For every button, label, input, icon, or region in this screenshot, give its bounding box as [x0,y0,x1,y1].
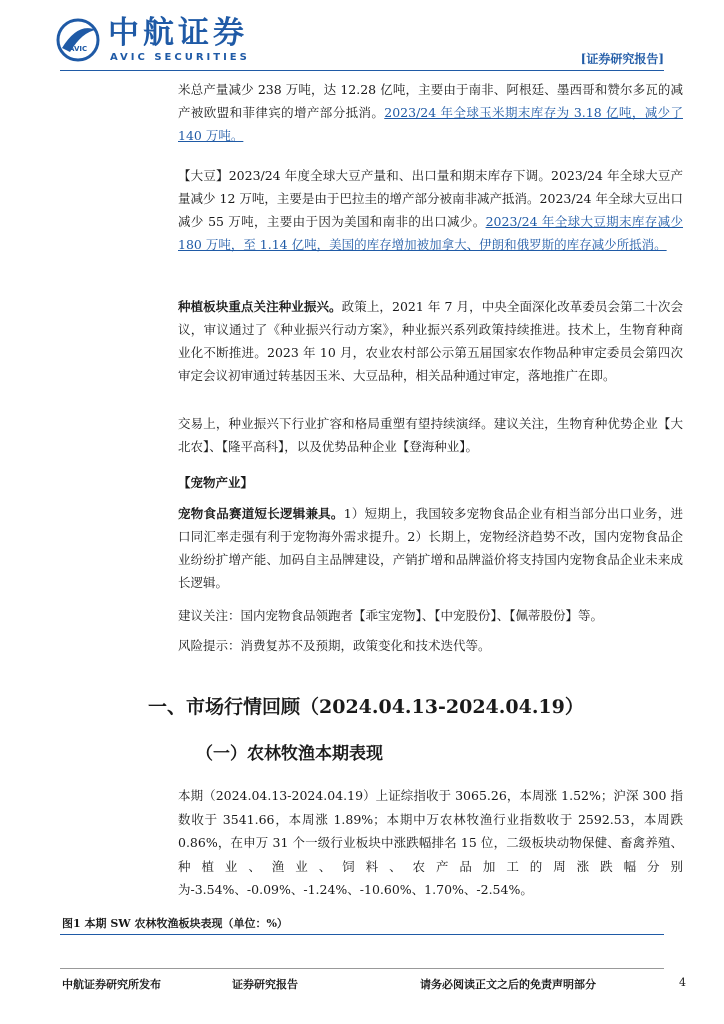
report-type-tag: [证券研究报告] [580,52,664,66]
brand-name-en: AVIC SECURITIES [110,52,250,63]
pet-paragraph [178,502,683,594]
footer-divider [60,968,664,969]
footer-disclaimer: 请务必阅读正文之后的免责声明部分 [420,978,596,991]
footer-publisher: 中航证券研究所发布 [62,978,161,991]
corn-text: 米总产量减少 238 万吨，达 12.28 亿吨，主要由于南非、阿根廷、墨西哥和赞尔多瓦的减产被欧盟和菲律宾的增产部分抵消。 [178,82,683,120]
subsection-heading: （一）农林牧渔本期表现 [196,744,383,764]
corn-paragraph [178,78,683,147]
risk-note: 风险提示：消费复苏不及预期，政策变化和技术迭代等。 [178,638,491,653]
market-review-paragraph: 本期（2024.04.13-2024.04.19）上证综指收于 3065.26，本周涨 1.52%；沪深 300 指数收于 3541.66，本周涨 1.89%；本期中万农林牧渔行业指数收于 2592.53，本周跌 0.86%，在申万 31 个一级行业板块中涨跌幅排名 15 位，二级板块动物保健、畜禽养殖、种植业、渔业、饲料、农产品加工的周涨跌幅分别为-3.54%、-0.09%、-1.24%、-10.60%、1.70%、-2.54%。 [178,788,683,897]
corn-highlight: 2023/24 年全球玉米期末库存为 3.18 亿吨，减少了 140 万吨。 [178,105,683,143]
page-number: 4 [679,976,686,989]
pet-text: 1）短期上，我国较多宠物食品企业有相当部分出口业务，进口同汇率走强有利于宠物海外需求提升。2）长期上，宠物经济趋势不改，国内宠物食品企业纷纷扩增产能、加码自主品牌建设，产销扩增和品牌溢价将支持国内宠物食品企业未来成长逻辑。 [178,506,683,590]
trade-text: 交易上，种业振兴下行业扩容和格局重塑有望持续演绎。建议关注，生物育种优势企业【大北农】、【隆平高科】，以及优势品种企业【登海种业】。 [178,416,683,454]
section-heading: 一、市场行情回顾（2024.04.13-2024.04.19） [148,696,584,718]
avic-logo-icon [56,18,100,62]
header-divider [60,70,664,71]
seed-lead: 种植板块重点关注种业振兴。 [178,299,342,314]
pet-lead: 宠物食品赛道短长逻辑兼具。 [178,506,344,521]
brand-name: 中航证券 [108,15,248,51]
pet-title: 【宠物产业】 [178,475,254,490]
seed-text: 政策上，2021 年 7 月，中央全面深化改革委员会第二十次会议，审议通过了《种业振兴行动方案》，种业振兴系列政策持续推进。技术上，生物育种商业化不断推进。2023 年 10 月，农业农村部公示第五届国家农作物品种审定委员会第四次审定会议初审通过转基因玉米、大豆品种，相关品种通过审定，落地推广在即。 [178,299,683,383]
trade-paragraph [178,412,683,458]
soy-paragraph [178,164,683,256]
soy-highlight: 2023/24 年全球大豆期末库存减少 180 万吨，至 1.14 亿吨，美国的库存增加被加拿大、伊朗和俄罗斯的库存减少所抵消。 [178,214,683,252]
soy-text: 【大豆】2023/24 年度全球大豆产量和、出口量和期末库存下调。2023/24 年全球大豆产量减少 12 万吨，主要是由于巴拉圭的增产部分被南非减产抵消。2023/24 年全球大豆出口减少 55 万吨，主要由于因为美国和南非的出口减少。 [178,168,683,229]
page-header [0,0,724,80]
svg-text:AVIC: AVIC [69,45,88,53]
footer-report-type: 证券研究报告 [232,978,298,991]
figure-caption: 图1 本期 SW 农林牧渔板块表现（单位：%） [62,917,288,930]
figure-divider [60,934,664,935]
pet-suggest: 建议关注：国内宠物食品领跑者【乖宝宠物】、【中宠股份】、【佩蒂股份】等。 [178,608,604,623]
seed-paragraph [178,295,683,387]
